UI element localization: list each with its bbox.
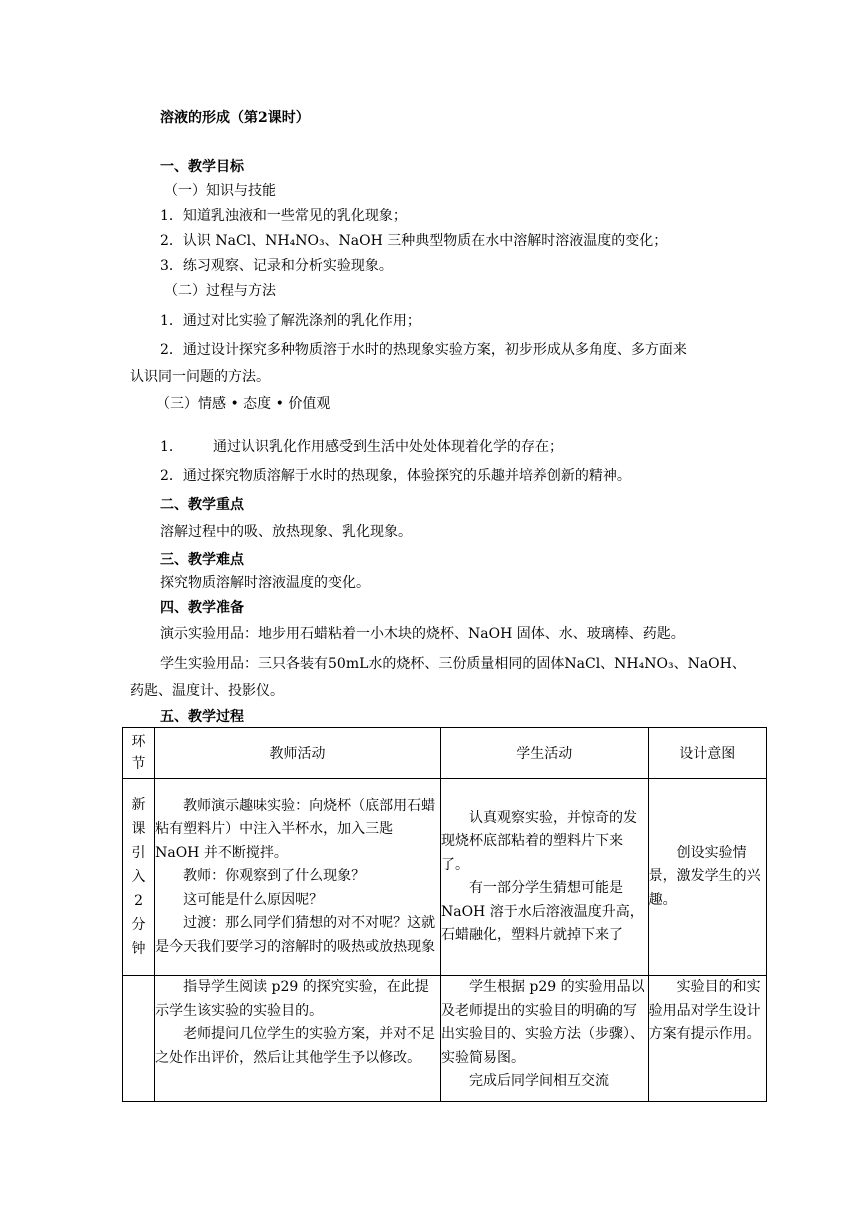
student-activity-cell — [440, 976, 648, 1102]
stage-char: 入 — [131, 869, 146, 885]
document-title: 溶液的形成（第2课时） — [160, 110, 310, 126]
teacher-activity-paragraph: 过渡：那么同学们猜想的对不对呢？这就是今天我们要学习的溶解时的吸热或放热现象 — [155, 915, 436, 955]
stage-char: 课 — [131, 821, 146, 837]
section-heading-objectives: 一、教学目标 — [160, 159, 244, 175]
header-student-activity: 学生活动 — [440, 728, 648, 779]
student-materials-continued: 药匙、温度计、投影仪。 — [130, 683, 284, 699]
stage-char: 分 — [131, 917, 146, 933]
subheading-knowledge-skills: （一）知识与技能 — [164, 183, 276, 199]
stage-cell — [123, 779, 155, 976]
objective-item: 3．练习观察、记录和分析实验现象。 — [160, 258, 393, 274]
stage-cell — [123, 976, 155, 1102]
header-design-intent: 设计意图 — [648, 728, 766, 779]
header-stage-char: 环 — [131, 734, 146, 750]
objective-item: 2．认识 NaCl、NH₄NO₃、NaOH 三种典型物质在水中溶解时溶液温度的变化； — [160, 233, 668, 249]
teacher-activity-paragraph: 这可能是什么原因呢？ — [183, 891, 324, 908]
teacher-activity-paragraph: 指导学生阅读 p29 的探究实验，在此提示学生该实验的实验目的。 — [155, 979, 429, 1019]
teacher-activity-cell — [155, 779, 441, 976]
demo-materials: 演示实验用品：地步用石蜡粘着一小木块的烧杯、NaOH 固体、水、玻璃棒、药匙。 — [160, 626, 685, 642]
student-activity-paragraph: 认真观察实验，并惊奇的发现烧杯底部粘着的塑料片下来了。 — [440, 809, 637, 873]
teacher-activity-paragraph: 教师演示趣味实验：向烧杯（底部用石蜡粘有塑料片）中注入半杯水，加入三匙 NaOH 并不断搅拌。 — [155, 797, 436, 861]
teacher-activity-cell — [155, 976, 441, 1102]
design-intent-cell — [648, 976, 766, 1102]
objective-item: 通过认识乳化作用感受到生活中处处体现着化学的存在； — [213, 439, 563, 455]
section-heading-key-points: 二、教学重点 — [160, 497, 244, 513]
objective-item: 2．通过探究物质溶解于水时的热现象，体验探究的乐趣并培养创新的精神。 — [160, 468, 631, 484]
table-row — [123, 976, 767, 1102]
table-row — [123, 779, 767, 976]
section-heading-preparation: 四、教学准备 — [160, 600, 244, 616]
design-intent-cell — [648, 779, 766, 976]
objective-item: 1．通过对比实验了解洗涤剂的乳化作用； — [160, 313, 421, 329]
section-heading-difficulties: 三、教学难点 — [160, 552, 244, 568]
student-activity-paragraph: 完成后同学间相互交流 — [468, 1073, 609, 1089]
stage-char: 引 — [131, 845, 146, 861]
teacher-activity-paragraph: 教师：你观察到了什么现象？ — [183, 868, 366, 885]
stage-char: 钟 — [131, 941, 146, 957]
table-header-row — [123, 728, 767, 779]
header-stage — [123, 728, 155, 779]
objective-item-continued: 认识同一问题的方法。 — [130, 369, 270, 385]
subheading-process-method: （二）过程与方法 — [164, 283, 276, 299]
student-activity-cell — [440, 779, 648, 976]
stage-char: 2 — [134, 893, 143, 909]
subheading-attitude-values: （三）情感 • 态度 • 价值观 — [156, 396, 331, 412]
section-heading-process: 五、教学过程 — [160, 709, 244, 725]
stage-char: 新 — [131, 797, 146, 813]
header-teacher-activity: 教师活动 — [155, 728, 441, 779]
student-materials: 学生实验用品：三只各装有50mL水的烧杯、三份质量相同的固体NaCl、NH₄NO₃、NaOH、 — [160, 656, 746, 672]
key-points-text: 溶解过程中的吸、放热现象、乳化现象。 — [160, 524, 412, 540]
student-activity-paragraph: 学生根据 p29 的实验用品以及老师提出的实验目的明确的写出实验目的、实验方法（步骤）、实验简易图。 — [440, 979, 645, 1066]
objective-item: 2．通过设计探究多种物质溶于水时的热现象实验方案，初步形成从多角度、多方面来 — [160, 342, 687, 358]
design-intent-paragraph: 创设实验情景，激发学生的兴趣。 — [648, 844, 761, 908]
teaching-process-table — [122, 727, 767, 1102]
teacher-activity-paragraph: 老师提问几位学生的实验方案，并对不足之处作出评价，然后让其他学生予以修改。 — [155, 1026, 436, 1066]
objective-item-number: 1． — [160, 439, 183, 455]
header-stage-char: 节 — [131, 756, 146, 772]
student-activity-paragraph: 有一部分学生猜想可能是 NaOH 溶于水后溶液温度升高，石蜡融化，塑料片就掉下来了 — [440, 880, 644, 943]
objective-item: 1．知道乳浊液和一些常见的乳化现象； — [160, 208, 407, 224]
design-intent-paragraph: 实验目的和实验用品对学生设计方案有提示作用。 — [648, 979, 761, 1042]
difficulties-text: 探究物质溶解时溶液温度的变化。 — [160, 575, 370, 591]
